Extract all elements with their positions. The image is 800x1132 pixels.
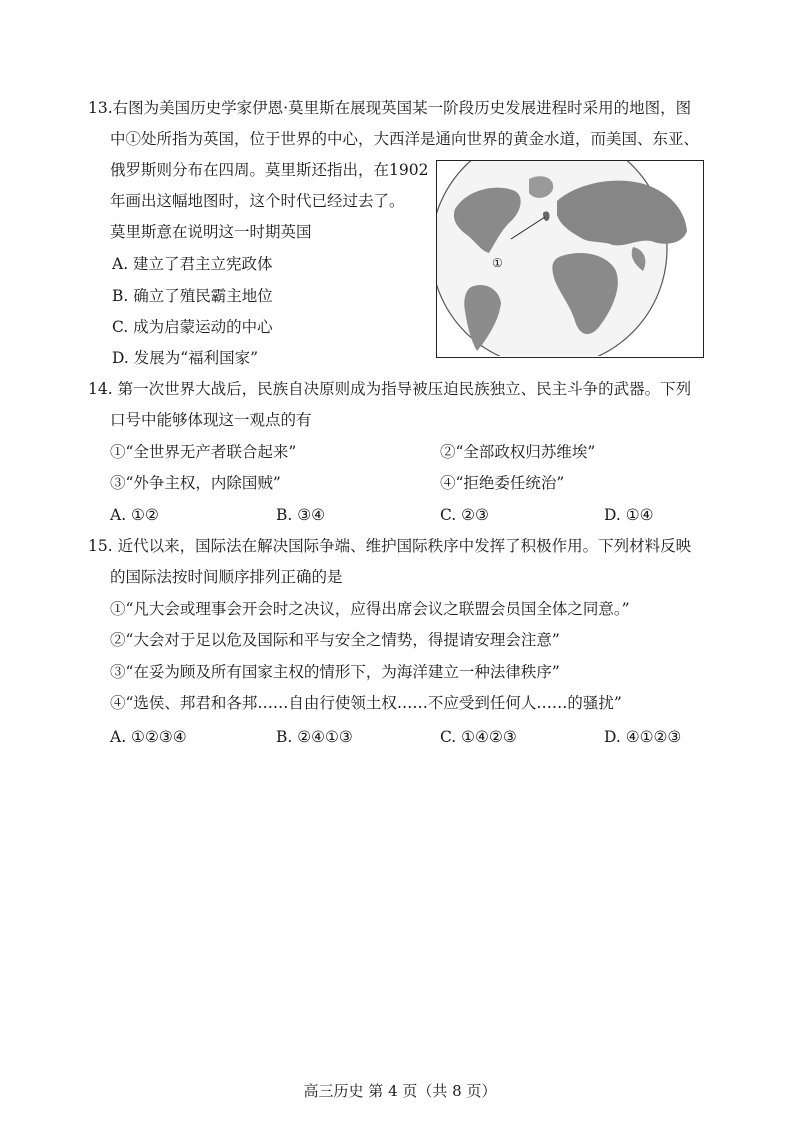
q15-item-4: ④“选侯、邦君和各邦……自由行使领土权……不应受到任何人……的骚扰”	[110, 694, 622, 712]
q15-number: 15.	[88, 537, 113, 555]
q13-line-1: 13.右图为美国历史学家伊恩·莫里斯在展现英国某一阶段历史发展进程时采用的地图，图	[88, 99, 692, 117]
world-map-image	[437, 161, 702, 356]
q15-option-d: D. ④①②③	[604, 728, 682, 746]
q13-line-3: 俄罗斯则分布在四周。莫里斯还指出，在1902	[110, 161, 429, 179]
q13-option-a: A. 建立了君主立宪政体	[112, 255, 273, 273]
map-marker-1: ①	[492, 256, 503, 270]
q14-option-d: D. ①④	[604, 506, 654, 524]
q14-item-3: ③“外争主权，内除国贼”	[110, 474, 281, 492]
q13-line-4: 年画出这幅地图时，这个时代已经过去了。	[110, 192, 405, 210]
q14-option-b: B. ③④	[276, 506, 326, 524]
q15-option-c: C. ①④②③	[440, 728, 517, 746]
q13-option-d: D. 发展为“福利国家”	[112, 349, 259, 367]
q13-option-c: C. 成为启蒙运动的中心	[112, 318, 273, 336]
q14-item-4: ④“拒绝委任统治”	[440, 474, 565, 492]
q15-item-2: ②“大会对于足以危及国际和平与安全之情势，得提请安理会注意”	[110, 631, 560, 649]
q15-option-a: A. ①②③④	[110, 728, 187, 746]
world-map-figure	[436, 160, 704, 358]
q13-number: 13.	[88, 99, 113, 117]
q15-line-1: 15. 近代以来，国际法在解决国际争端、维护国际秩序中发挥了积极作用。下列材料反映	[88, 537, 692, 555]
q15-item-3: ③“在妥为顾及所有国家主权的情形下，为海洋建立一种法律秩序”	[110, 663, 560, 681]
q14-line-2: 口号中能够体现这一观点的有	[110, 411, 312, 429]
q13-option-b: B. 确立了殖民霸主地位	[112, 287, 273, 305]
q14-option-c: C. ②③	[440, 506, 489, 524]
q13-line-5: 莫里斯意在说明这一时期英国	[110, 223, 312, 241]
q14-option-a: A. ①②	[110, 506, 159, 524]
q15-option-b: B. ②④①③	[276, 728, 353, 746]
q15-line-2: 的国际法按时间顺序排列正确的是	[110, 568, 343, 586]
page-footer: 高三历史 第 4 页（共 8 页）	[303, 1082, 497, 1100]
q14-item-2: ②“全部政权归苏维埃”	[440, 443, 596, 461]
q14-item-1: ①“全世界无产者联合起来”	[110, 443, 297, 461]
q13-line-2: 中①处所指为英国，位于世界的中心，大西洋是通向世界的黄金水道，而美国、东亚、	[110, 130, 700, 148]
q14-line-1: 14. 第一次世界大战后，民族自决原则成为指导被压迫民族独立、民主斗争的武器。下列	[88, 380, 692, 398]
q14-number: 14.	[88, 380, 113, 398]
q15-item-1: ①“凡大会或理事会开会时之决议，应得出席会议之联盟会员国全体之同意。”	[110, 600, 630, 618]
